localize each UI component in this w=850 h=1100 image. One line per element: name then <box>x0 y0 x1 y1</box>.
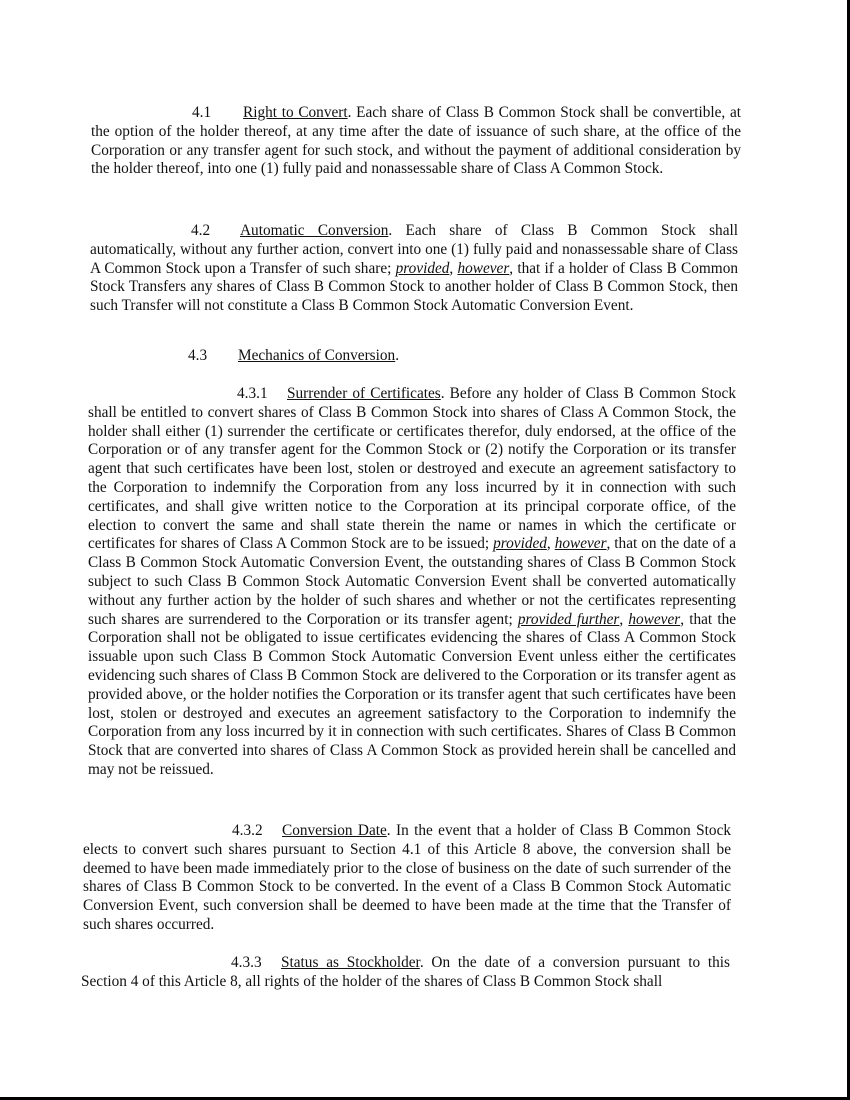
however-term: however <box>554 535 607 553</box>
however-term: however <box>628 610 681 628</box>
section-number: 4.3 <box>188 347 208 364</box>
section-4-1 <box>91 104 741 179</box>
provided-term: provided <box>493 535 547 553</box>
section-text: . In the event that a holder of Class B Common Stock elects to convert such shares pursuant to Section 4.1 of this Article 8 above, the conversion shall be deemed to have been made immediately prior to the close of business on the date of such surrender of the shares of Class B Common Stock to be converted. In the event of a Class B Common Stock Automatic Conversion Event, such conversion shall be deemed to have been made at the time that the Transfer of such shares occurred. <box>83 822 732 933</box>
section-4-2 <box>90 222 738 316</box>
section-text: , that on the date of a Class B Common Stock Automatic Conversion Event, the outstanding shares of Class B Common Stock subject to such Class B Common Stock Automatic Conversion Event shall be converted automatically without any further action by the holder of such shares and whether or not the certificates representing such shares are surrendered to the Corporation or its transfer agent; <box>88 535 736 628</box>
section-heading: Right to Convert <box>243 104 348 121</box>
section-4-3 <box>188 347 588 366</box>
heading-period: . <box>395 347 400 364</box>
separator: , <box>619 610 629 628</box>
section-text: . Before any holder of Class B Common Stock shall be entitled to convert shares of Class B Common Stock into shares of Class A Common Stock, the holder shall either (1) surrender the certificate or certificates therefor, duly endorsed, at the office of the Corporation or of any transfer agent for the Common Stock or (2) notify the Corporation or its transfer agent that such certificates have been lost, stolen or destroyed and execute an agreement satisfactory to the Corporation to indemnify the Corporation from any loss incurred by it in connection with such certificates, and shall give written notice to the Corporation at its principal corporate office, of the election to convert the same and shall state therein the name or names in which the certificate or certificates for shares of Class A Common Stock are to be issued; <box>88 385 736 553</box>
section-text: . On the date of a conversion pursuant to this Section 4 of this Article 8, all rights of the holder of the shares of Class B Common Stock shall <box>81 954 730 990</box>
section-heading: Mechanics of Conversion <box>238 347 396 364</box>
provided-further-term: provided further <box>517 610 620 628</box>
separator: , <box>546 535 555 553</box>
section-text: , that the Corporation shall not be obligated to issue certificates evidencing the shares of Class A Common Stock issuable upon such Class B Common Stock Automatic Conversion Event unless either the certificates evidencing such shares of Class B Common Stock are delivered to the Corporation or its transfer agent as provided above, or the holder notifies the Corporation or its transfer agent that such certificates have been lost, stolen or destroyed and executes an agreement satisfactory to the Corporation to indemnify the Corporation from any loss incurred by it in connection with such certificates. Shares of Class B Common Stock that are converted into shares of Class A Common Stock as provided herein shall be cancelled and may not be reissued. <box>88 610 737 778</box>
section-heading: Conversion Date <box>282 822 387 839</box>
section-number: 4.2 <box>191 222 211 239</box>
section-text: , that if a holder of Class B Common Stock Transfers any shares of Class B Common Stock to another holder of Class B Common Stock, then such Transfer will not constitute a Class B Common Stock Automatic Conversion Event. <box>90 259 738 315</box>
separator: , <box>449 259 458 277</box>
section-number: 4.3.3 <box>231 954 262 971</box>
section-text: . Each share of Class B Common Stock shall automatically, without any further action, convert into one (1) fully paid and nonassessable share of Class A Common Stock upon a Transfer of such share; <box>90 222 738 277</box>
section-4-3-3 <box>81 954 730 992</box>
section-number: 4.3.2 <box>232 822 263 839</box>
section-4-3-2 <box>83 822 731 935</box>
section-number: 4.1 <box>192 104 212 121</box>
provided-term: provided <box>395 259 450 277</box>
section-heading: Surrender of Certificates <box>287 385 441 402</box>
section-heading: Automatic Conversion <box>240 222 389 239</box>
however-term: however <box>457 259 510 277</box>
section-heading: Status as Stockholder <box>281 954 420 971</box>
section-text: . Each share of Class B Common Stock shall be convertible, at the option of the holder thereof, at any time after the date of issuance of such share, at the office of the Corporation or any transfer agent for such stock, and without the payment of additional consideration by the holder thereof, into one (1) fully paid and nonassessable share of Class A Common Stock. <box>91 104 741 178</box>
section-4-3-1 <box>88 385 736 780</box>
section-number: 4.3.1 <box>237 385 268 402</box>
